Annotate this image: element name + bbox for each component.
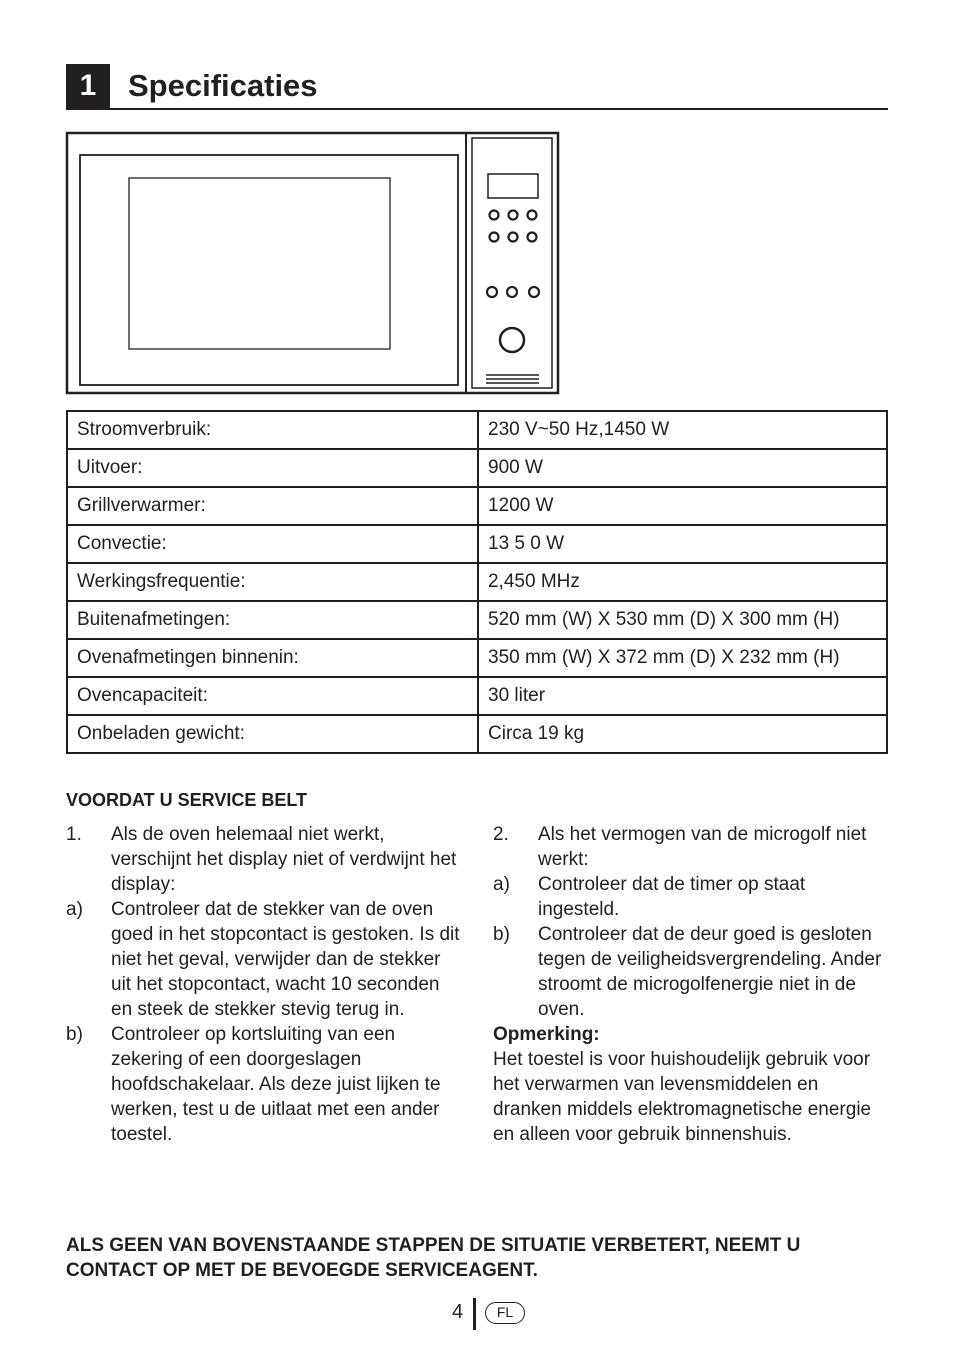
list-text: Als de oven helemaal niet werkt, verschijnt het display niet of verdwijnt het display: xyxy=(111,824,457,895)
button-group-icon xyxy=(487,211,539,298)
table-row xyxy=(67,715,887,753)
spec-label: Onbeladen gewicht: xyxy=(67,715,478,753)
spec-value: Circa 19 kg xyxy=(478,715,887,753)
spec-value: 1200 W xyxy=(478,487,887,525)
list-text: Controleer dat de stekker van de oven goed in het stopcontact is gestoken. Is dit niet het geval, verwijder dan de stekker uit het stopcontact, wacht 10 seconden en steek de stekker stevig terug in. xyxy=(111,899,460,1020)
spec-label: Buitenafmetingen: xyxy=(67,601,478,639)
list-text: Controleer dat de timer op staat ingesteld. xyxy=(538,874,806,920)
microwave-illustration xyxy=(62,128,562,398)
spec-value: 13 5 0 W xyxy=(478,525,887,563)
list-marker: b) xyxy=(493,924,510,945)
list-marker: 2. xyxy=(493,824,509,845)
list-marker: a) xyxy=(493,874,510,895)
page-separator xyxy=(473,1298,476,1330)
spec-label: Convectie: xyxy=(67,525,478,563)
note-text: Het toestel is voor huishoudelijk gebruik voor het verwarmen van levensmiddelen en dranken middels elektromagnetische energie en alleen voor gebruik binnenshuis. xyxy=(493,1049,872,1145)
table-row xyxy=(67,525,887,563)
table-row xyxy=(67,601,887,639)
list-item xyxy=(66,1022,462,1147)
list-text: Controleer dat de deur goed is gesloten tegen de veiligheidsvergrendeling. Ander stroomt de microgolfenergie niet in de oven. xyxy=(538,924,882,1020)
list-text: Als het vermogen van de microgolf niet werkt: xyxy=(538,824,867,870)
list-marker: 1. xyxy=(66,824,82,845)
vent-lines xyxy=(486,375,539,383)
spec-label: Ovenafmetingen binnenin: xyxy=(67,639,478,677)
service-right-column xyxy=(493,822,889,1147)
door-frame xyxy=(80,155,458,385)
list-item xyxy=(66,822,462,897)
spec-label: Ovencapaciteit: xyxy=(67,677,478,715)
control-panel-inner xyxy=(472,138,552,388)
control-dial-icon xyxy=(500,328,524,352)
table-row xyxy=(67,639,887,677)
table-row xyxy=(67,563,887,601)
page-title: Specificaties xyxy=(128,68,318,103)
door-window xyxy=(129,178,390,349)
table-row xyxy=(67,411,887,449)
microwave-outer-frame xyxy=(67,133,558,393)
list-item xyxy=(493,822,889,872)
list-item xyxy=(66,897,462,1022)
chapter-header xyxy=(66,64,888,110)
language-badge: FL xyxy=(485,1302,525,1324)
list-item xyxy=(493,922,889,1022)
chapter-number: 1 xyxy=(66,64,110,108)
list-marker: b) xyxy=(66,1024,83,1045)
table-row xyxy=(67,487,887,525)
spec-value: 900 W xyxy=(478,449,887,487)
spec-value: 230 V~50 Hz,1450 W xyxy=(478,411,887,449)
service-left-column xyxy=(66,822,462,1147)
spec-value: 2,450 MHz xyxy=(478,563,887,601)
footer-warning: ALS GEEN VAN BOVENSTAANDE STAPPEN DE SITUATIE VERBETERT, NEEMT U CONTACT OP MET DE BEVOEGDE SERVICEAGENT. xyxy=(66,1235,801,1281)
service-heading: VOORDAT U SERVICE BELT xyxy=(66,790,308,810)
spec-value: 30 liter xyxy=(478,677,887,715)
spec-label: Grillverwarmer: xyxy=(67,487,478,525)
spec-value: 350 mm (W) X 372 mm (D) X 232 mm (H) xyxy=(478,639,887,677)
page-number: 4 xyxy=(452,1301,464,1323)
spec-value: 520 mm (W) X 530 mm (D) X 300 mm (H) xyxy=(478,601,887,639)
list-item xyxy=(493,872,889,922)
spec-label: Werkingsfrequentie: xyxy=(67,563,478,601)
list-marker: a) xyxy=(66,899,83,920)
specifications-table xyxy=(66,410,888,754)
list-text: Controleer op kortsluiting van een zekering of een doorgeslagen hoofdschakelaar. Als deze juist lijken te werken, test u de uitlaat met een ander toestel. xyxy=(111,1024,441,1145)
spec-label: Stroomverbruik: xyxy=(67,411,478,449)
table-row xyxy=(67,677,887,715)
table-row xyxy=(67,449,887,487)
spec-label: Uitvoer: xyxy=(67,449,478,487)
display-screen xyxy=(488,174,538,198)
note-title: Opmerking: xyxy=(493,1024,600,1045)
